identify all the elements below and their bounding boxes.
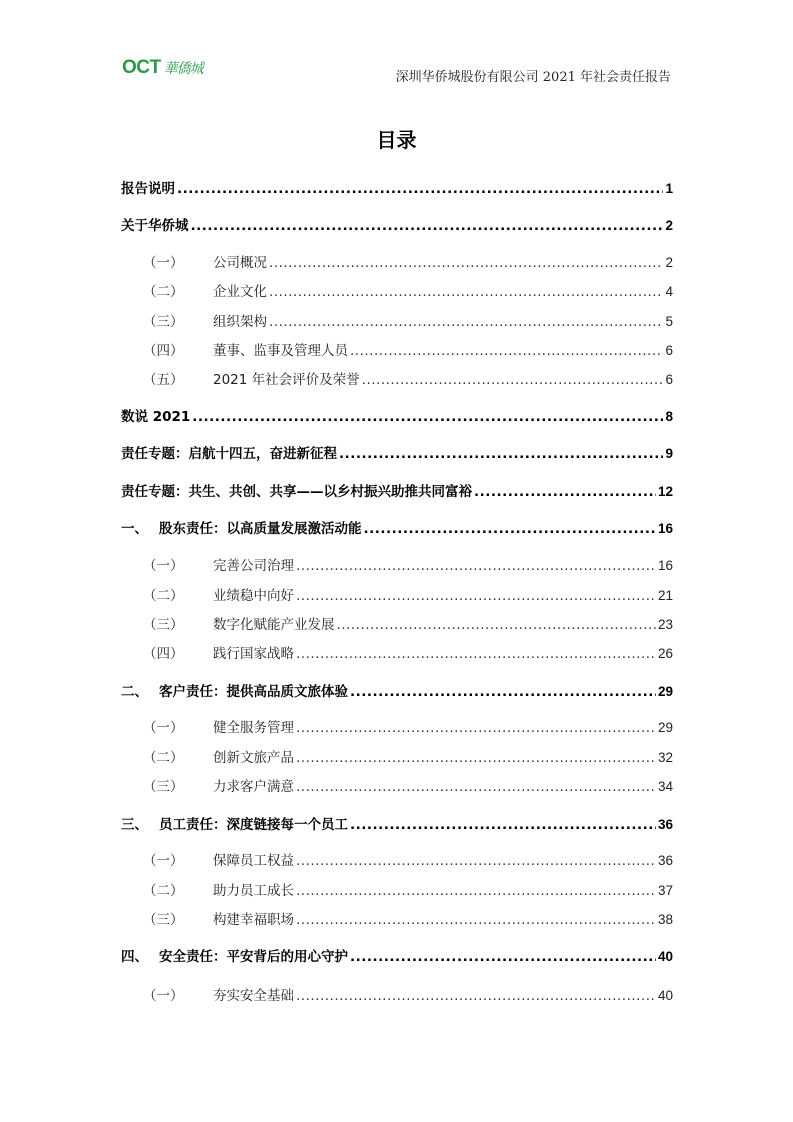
toc-subentry[interactable]: （三） 组织架构 ..... 5 [121, 310, 673, 330]
toc-subentry[interactable]: （四） 践行国家战略 ..... 26 [121, 642, 673, 662]
toc-entry[interactable]: 三、 员工责任：深度链接每一个员工 ..... 36 [121, 813, 673, 833]
oct-logo [122, 56, 203, 80]
toc-entry[interactable]: 二、 客户责任：提供高品质文旅体验 ..... 29 [121, 680, 673, 700]
toc-subentry[interactable]: （二） 创新文旅产品 ..... 32 [121, 746, 673, 766]
toc-entry[interactable]: 报告说明 ..... 1 [121, 177, 673, 197]
toc-subentry[interactable]: （四） 董事、监事及管理人员 ..... 6 [121, 339, 673, 359]
toc-title: 目录 [376, 128, 417, 152]
toc-entry[interactable]: 责任专题：共生、共创、共享——以乡村振兴助推共同富裕 ..... 12 [121, 480, 673, 500]
toc-subentry[interactable]: （一） 健全服务管理 ..... 29 [121, 716, 673, 736]
toc-subentry[interactable]: （一） 保障员工权益 ..... 36 [121, 849, 673, 869]
toc-subentry[interactable]: （二） 业绩稳中向好 ..... 21 [121, 584, 673, 604]
toc-subentry[interactable]: （二） 助力员工成长 ..... 37 [121, 879, 673, 899]
toc-subentry[interactable]: （一） 夯实安全基础 ..... 40 [121, 984, 673, 1004]
report-header-title: 深圳华侨城股份有限公司 2021 年社会责任报告 [395, 70, 671, 85]
toc-subentry[interactable]: （三） 构建幸福职场 ..... 38 [121, 908, 673, 928]
toc-subentry[interactable]: （三） 数字化赋能产业发展 ..... 23 [121, 613, 673, 633]
toc-subentry[interactable]: （一） 公司概况 ..... 2 [121, 251, 673, 271]
toc-entry[interactable]: 一、 股东责任：以高质量发展激活动能 ..... 16 [121, 517, 673, 537]
toc-subentry[interactable]: （五） 2021 年社会评价及荣誉 ..... 6 [121, 368, 673, 388]
toc-entry[interactable]: 四、 安全责任：平安背后的用心守护 ..... 40 [121, 945, 673, 965]
toc-subentry[interactable]: （二） 企业文化 ..... 4 [121, 280, 673, 300]
toc-entry[interactable]: 关于华侨城 ..... 2 [121, 214, 673, 234]
logo-latin: OCT [122, 57, 161, 78]
toc-entry[interactable]: 责任专题：启航十四五，奋进新征程 ..... 9 [121, 442, 673, 462]
toc-subentry[interactable]: （一） 完善公司治理 ..... 16 [121, 554, 673, 574]
toc-entry[interactable]: 数说 2021 ..... 8 [121, 405, 673, 425]
toc-subentry[interactable]: （三） 力求客户满意 ..... 34 [121, 775, 673, 795]
logo-chinese: 華僑城 [163, 61, 203, 77]
